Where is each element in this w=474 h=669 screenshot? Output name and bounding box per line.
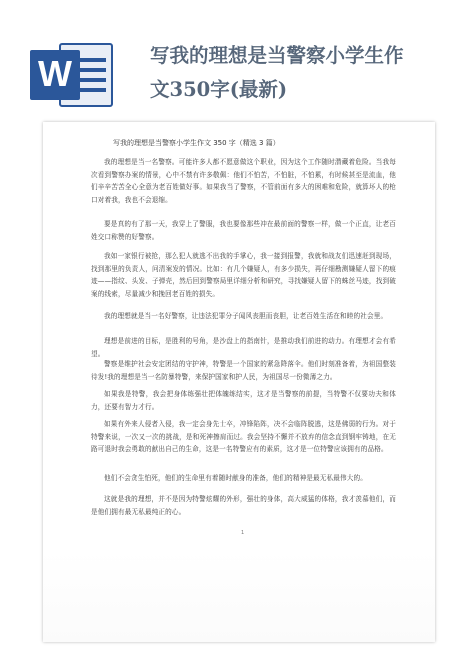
paragraph: 警察是维护社会安定团结的守护神，特警是一个国家的紧急降落伞。他们时刻准备着，为祖国整装待发!我的理想是当一名防暴特警，来保护国家和护人民，为祖国尽一份微薄之力。 [91, 360, 396, 381]
paragraph: 要是真的有了那一天，我穿上了警服，我也要像那些冲在最前面的警察一样，做一个正直，让老百姓交口称赞的好警察。 [91, 220, 396, 241]
page-number: 1 [241, 530, 245, 536]
document-title: 写我的理想是当警察小学生作文 350 字（精选 3 篇） [113, 139, 280, 147]
paragraph: 我的理想是当一名警察。可能许多人都不愿意做这个职业，因为这个工作随时潜藏着危险。当我每次看到警察办案的情景，心中不禁有许多敬佩：他们不怕苦，不怕脏，不怕累，有时候甚至是流血，他们辛辛苦苦全心全意为老百姓做好事。如果我当了警察，不管前面有多大的困难和危险，就算坏人的枪口对着我，我也不会退缩。 [91, 158, 396, 204]
paragraph: 如果我是特警，我会把身体练强壮把体魄练结实，这才是当警察的前提，当特警不仅要功夫和体力，还要有智力才行。 [91, 390, 396, 411]
document-page [43, 122, 435, 642]
page-title [150, 39, 450, 107]
paragraph: 这就是我的理想，并不是因为特警炫耀的外形，强壮的身体，高大威猛的体格，我才羡慕他们，而是他们拥有最无私最纯正的心。 [91, 495, 396, 516]
paragraph: 他们不会贪生怕死，他们的生命里有着随时献身的准备，他们的精神是最无私最伟大的。 [104, 474, 368, 482]
paragraph: 理想是前进的目标，是胜利的号角，是沙盘上的指南针，是推动我们前进的动力。有理想才会有希望。 [91, 337, 396, 358]
paragraph: 我的理想就是当一名好警察，让违法犯罪分子闻风丧胆而丧胆，让老百姓生活在和睦的社会里。 [104, 312, 388, 320]
page-footer-area [43, 550, 435, 642]
title-line-2: 文350字(最新) [150, 78, 288, 101]
word-document-icon [30, 40, 116, 110]
paragraph: 如果有外来人侵者入侵，我一定会身先士卒，冲锋陷阵，决不会临阵脱逃，这是佛弱的行为。对于特警来说，一次又一次的挑战，是和死神擦肩而过。我会坚持不懈并不放弃的信念直到钢牢铸地，在无路可退时我会勇敢的献出自己的生命，这是一名特警应有的素质，这才是一位特警应该拥有的品格。 [91, 420, 396, 454]
header [0, 0, 474, 122]
paragraph: 我如一家银行被抢，那么犯人就逃不出我的手掌心，我一接到报警，我就和战友们迅速赶到现场，找到那里的负责人，问清案发的情况。比如：有几个嫌疑人，有多少损失，再仔细勘测嫌疑人留下的痕迹——指纹、头发、子弹壳，然后回到警察局里详细分析和研究，寻找嫌疑人留下的蛛丝马迹，找到破案的线索，尽量减少和挽回老百姓的损失。 [91, 252, 396, 298]
title-line-1: 写我的理想是当警察小学生作 [150, 44, 404, 67]
word-letter: W [38, 53, 72, 94]
